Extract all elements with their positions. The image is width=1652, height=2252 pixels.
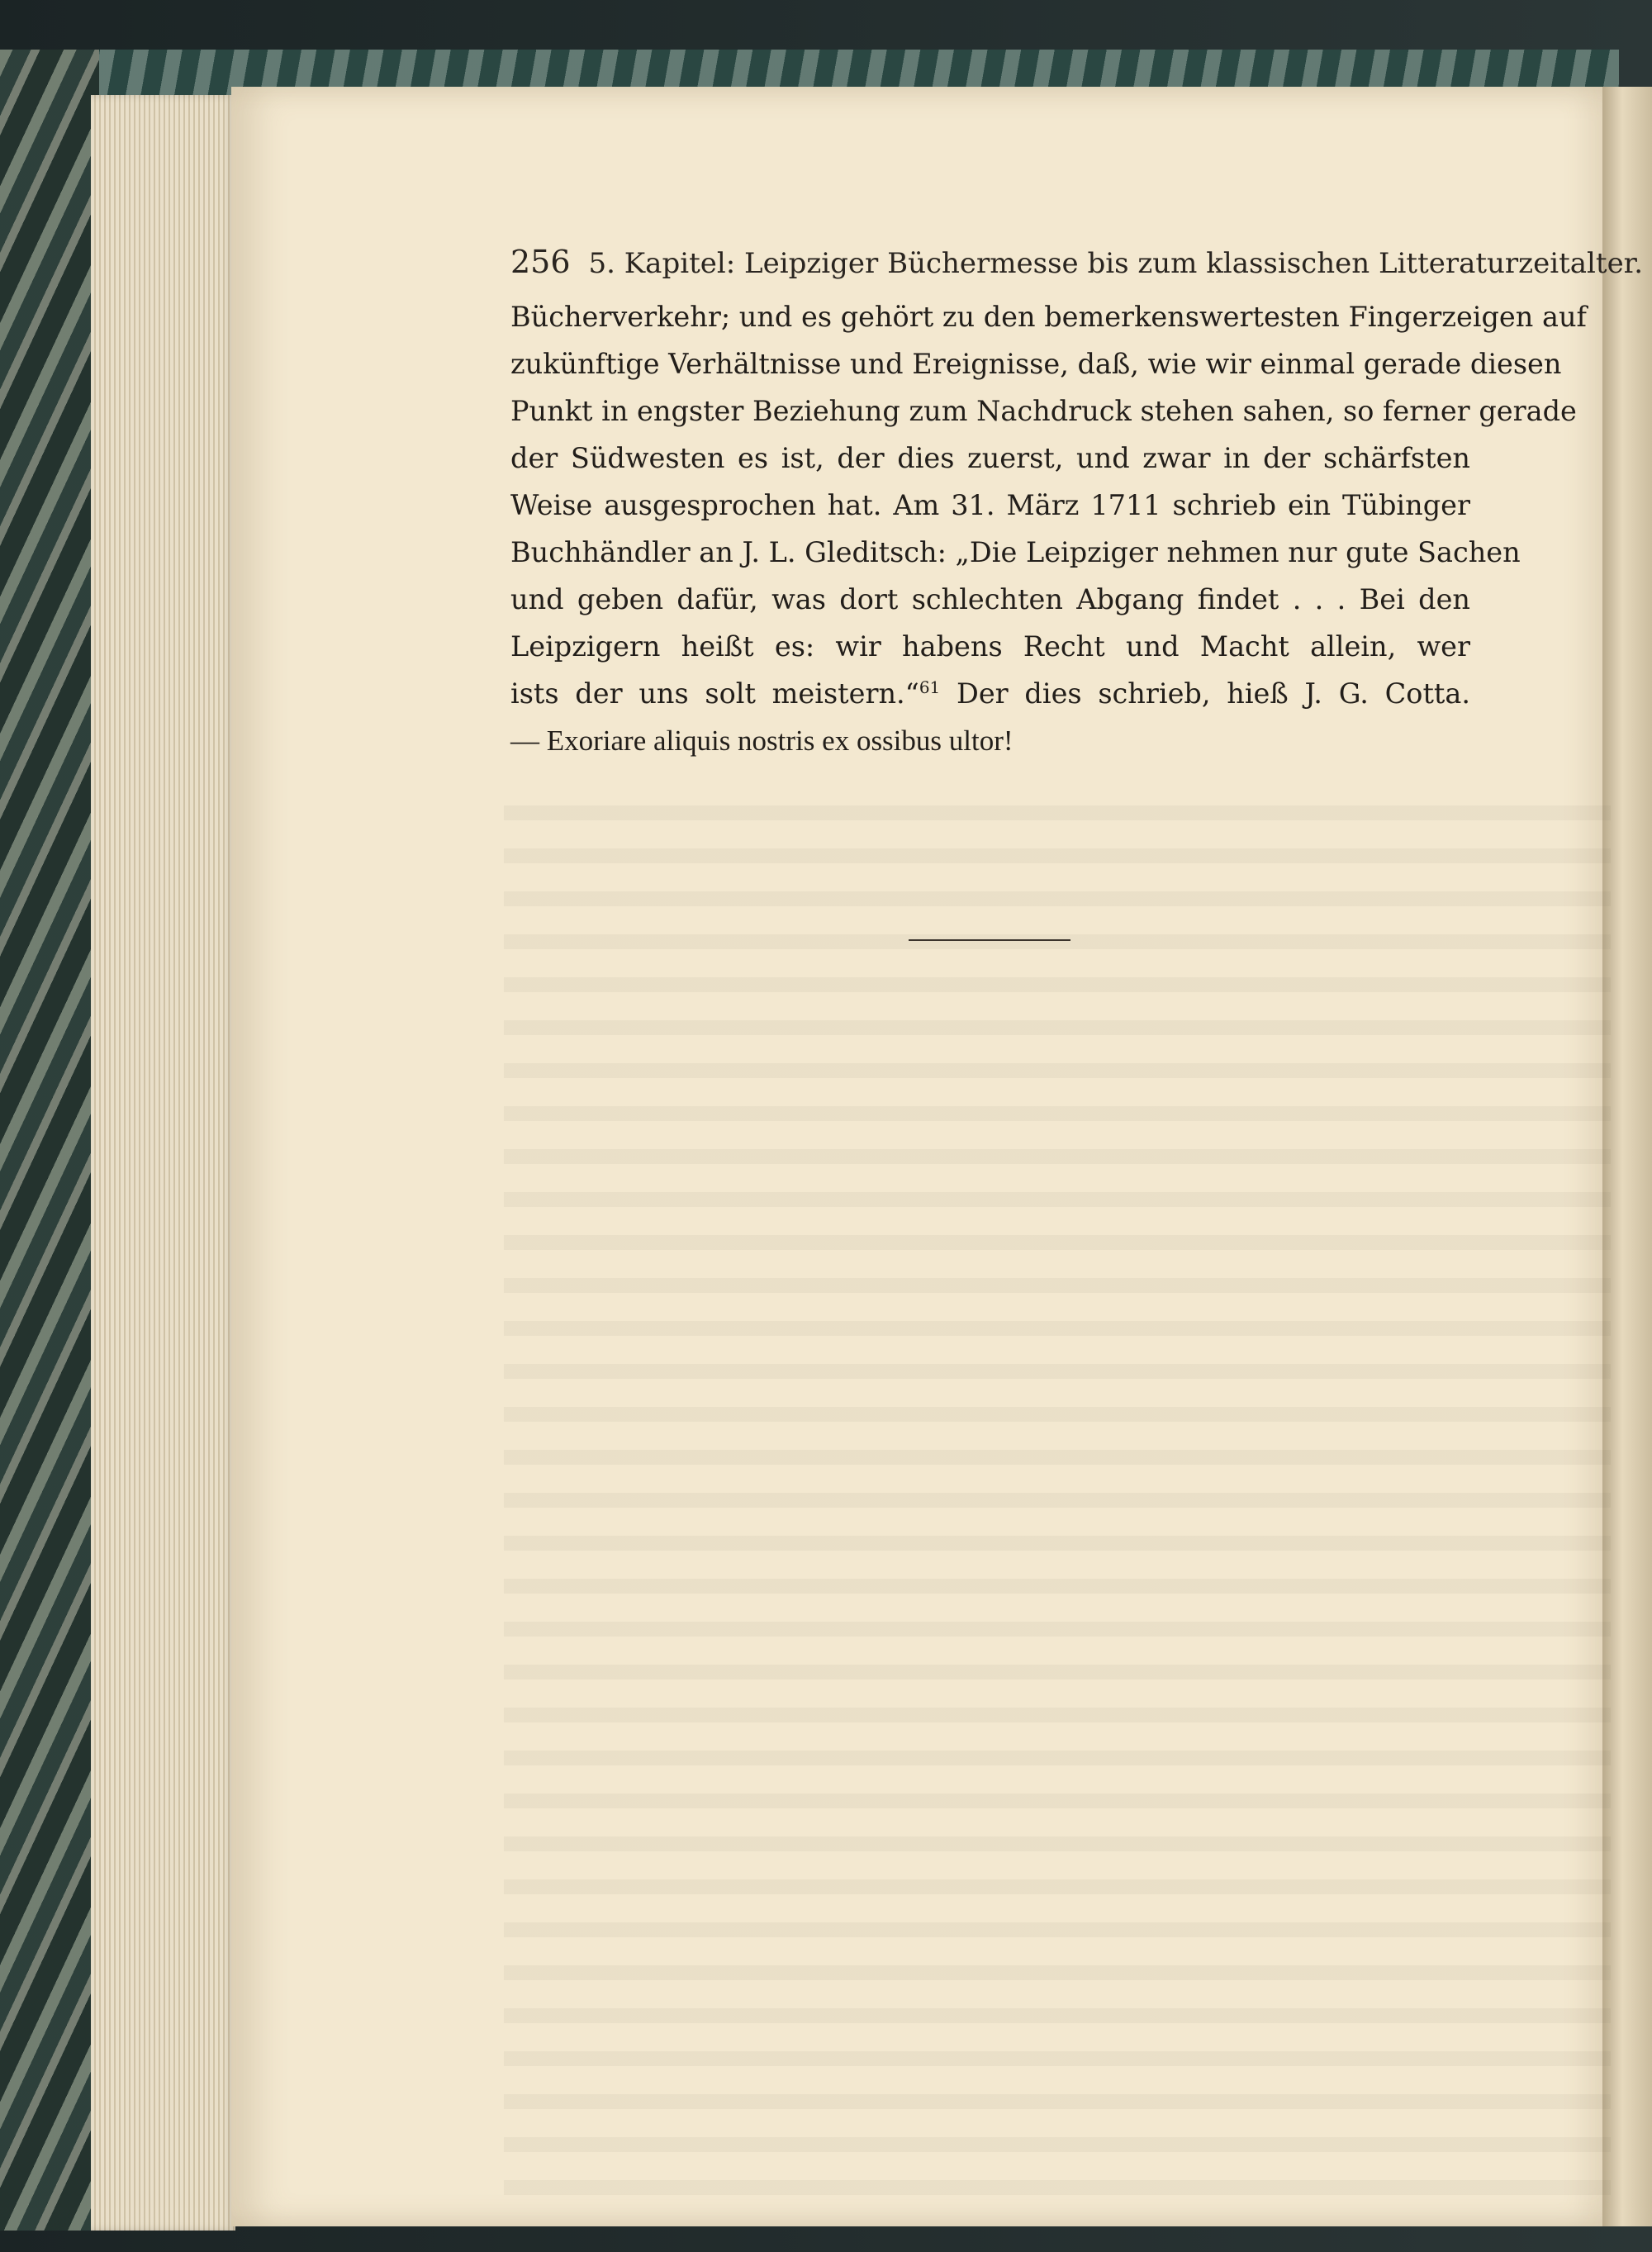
page-number: 256: [510, 244, 571, 280]
text-line: und geben dafür, was dort schlechten Abgang findet . . . Bei den: [510, 583, 1470, 615]
running-header: [510, 244, 1644, 280]
text-line: [510, 670, 1470, 717]
page-edges: [91, 95, 235, 2231]
text-line: Bücherverkehr; und es gehört zu den bemerkenswertesten Fingerzeigen auf: [510, 301, 1587, 333]
footnote-reference: 61: [919, 677, 941, 697]
text-line: Leipzigern heißt es: wir habens Recht und Macht allein, wer: [510, 630, 1470, 663]
body-text: [510, 293, 1587, 764]
marbled-endpaper: [0, 50, 99, 2231]
section-end-rule: [909, 939, 1070, 941]
show-through-text: [504, 805, 1611, 2210]
text-line: Weise ausgesprochen hat. Am 31. März 1711 schrieb ein Tübinger: [510, 489, 1470, 521]
book-page: [231, 87, 1644, 2226]
latin-quote-line: — Exoriare aliquis nostris ex ossibus ultor!: [510, 725, 1014, 757]
text-line: Buchhändler an J. L. Gleditsch: „Die Leipziger nehmen nur gute Sachen: [510, 536, 1521, 568]
text-line: zukünftige Verhältnisse und Ereignisse, daß, wie wir einmal gerade diesen: [510, 348, 1562, 380]
quote-end: ists der uns solt meistern.“: [510, 677, 919, 710]
text-line: der Südwesten es ist, der dies zuerst, und zwar in der schärfsten: [510, 442, 1470, 474]
text-line: Punkt in engster Beziehung zum Nachdruck stehen sahen, so ferner gerade: [510, 395, 1577, 427]
running-head-title: 5. Kapitel: Leipziger Büchermesse bis zum klassischen Litteraturzeitalter.: [588, 247, 1644, 280]
attribution: Der dies schrieb, hieß J. G. Cotta.: [940, 677, 1470, 710]
